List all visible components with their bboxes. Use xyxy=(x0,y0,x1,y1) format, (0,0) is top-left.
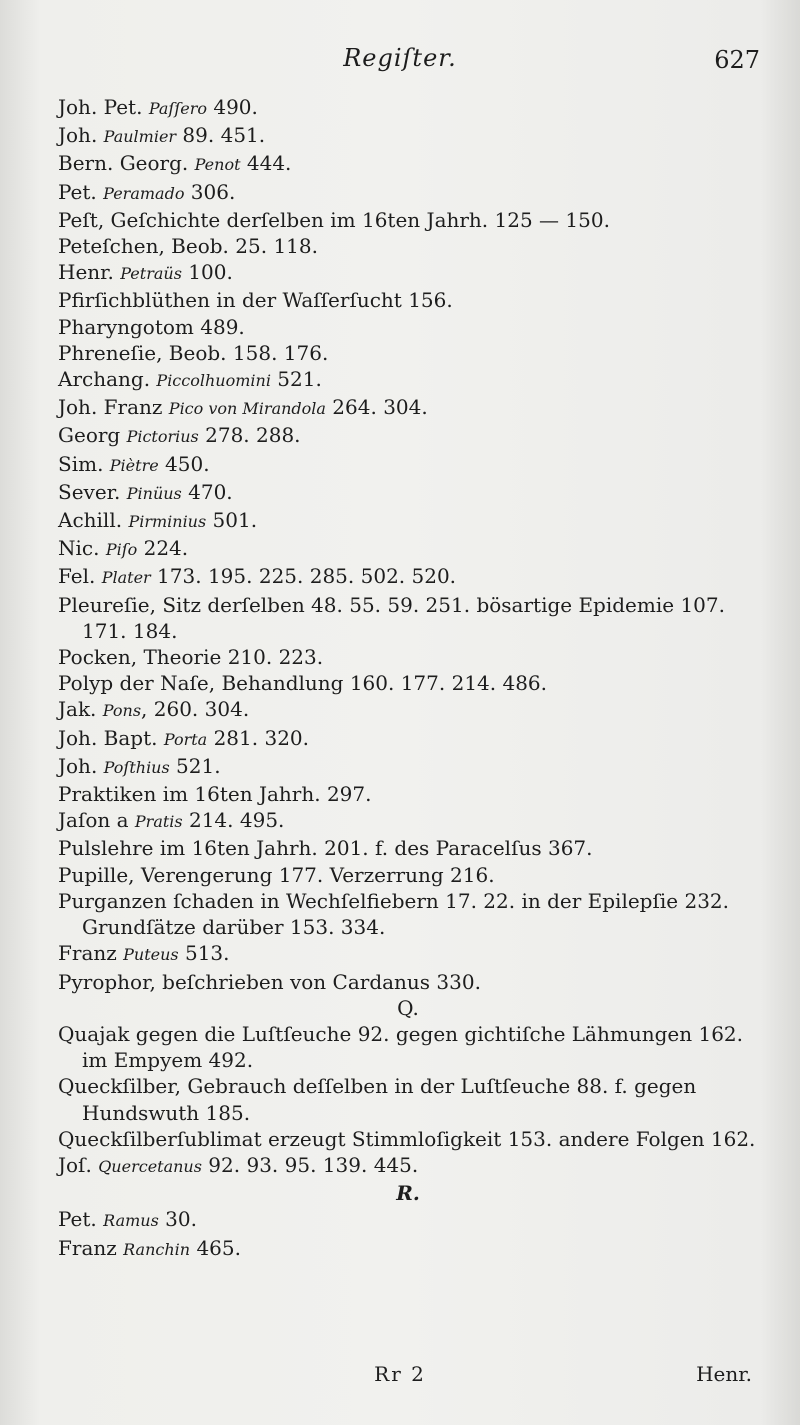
entry-pages: 264. 304. xyxy=(325,395,428,420)
entry-name-italic: Pirminius xyxy=(128,512,207,532)
index-entry xyxy=(58,835,758,861)
entry-text: Joſ. xyxy=(58,1152,99,1177)
entry-text: Jak. xyxy=(58,697,103,722)
entry-text: Joh. xyxy=(58,123,104,148)
catchword: Henr. xyxy=(696,1362,752,1386)
entry-pages: 490. xyxy=(207,95,258,119)
entry-pages: 281. 320. xyxy=(207,725,309,750)
entry-pages: , 260. 304. xyxy=(141,697,250,722)
entry-pages: 173. 195. 225. 285. 502. 520. xyxy=(150,564,457,589)
index-entry xyxy=(58,969,758,995)
index-entry xyxy=(58,259,758,287)
index-entry xyxy=(58,1126,758,1152)
entry-text: Pupille, Verengerung 177. Verzerrung 216. xyxy=(58,862,495,887)
entry-pages: 306. xyxy=(184,179,236,204)
index-entry xyxy=(58,753,758,781)
entry-text: Queckſilberſublimat erzeugt Stimmloſigkeit 153. andere Folgen 162. xyxy=(58,1126,756,1151)
entry-text: Phreneſie, Beob. 158. 176. xyxy=(58,340,329,365)
entry-name-italic: Plater xyxy=(101,568,151,588)
entry-text: Pleureſie, Sitz derſelben 48. 55. 59. 251. bösartige Epidemie 107. 171. 184. xyxy=(58,592,725,643)
index-entry xyxy=(58,233,758,259)
entry-pages: 470. xyxy=(181,479,233,504)
index-entry xyxy=(58,507,758,535)
entry-text: Pyrophor, beſchrieben von Cardanus 330. xyxy=(58,969,481,994)
entry-name-italic: Quercetanus xyxy=(98,1156,202,1176)
index-entry xyxy=(58,451,758,479)
entry-text: Joh. Franz xyxy=(58,395,169,420)
page-number: 627 xyxy=(714,46,760,74)
index-entry xyxy=(58,535,758,563)
entry-text: Fel. xyxy=(58,564,102,589)
index-entry xyxy=(58,807,758,835)
entry-text: Joh. Bapt. xyxy=(58,725,164,750)
index-entry xyxy=(58,888,758,940)
index-entry xyxy=(58,366,758,394)
index-entry xyxy=(58,122,758,150)
entry-name-italic: Pratis xyxy=(134,812,183,832)
entry-text: Sim. xyxy=(58,451,110,476)
entry-pages: 92. 93. 95. 139. 445. xyxy=(201,1152,419,1177)
index-entry xyxy=(58,150,758,178)
entry-text: Jaſon a xyxy=(58,808,135,833)
signature-mark: Rr 2 xyxy=(374,1362,426,1386)
index-entry xyxy=(58,287,758,313)
entry-pages: 521. xyxy=(270,367,322,392)
entry-pages: 521. xyxy=(169,753,221,778)
entry-pages: 224. xyxy=(137,536,189,561)
entry-name-italic: Ranchin xyxy=(123,1239,191,1259)
index-entry xyxy=(58,781,758,807)
entry-name-italic: Pictorius xyxy=(126,427,199,447)
entry-text: Peteſchen, Beob. 25. 118. xyxy=(58,234,318,259)
entry-name-italic: Petraüs xyxy=(120,264,182,284)
entry-name-italic: Ramus xyxy=(103,1211,159,1231)
index-entry xyxy=(58,725,758,753)
entry-name-italic: Paulmier xyxy=(103,127,177,147)
entry-name-italic: Poſthius xyxy=(103,757,170,777)
index-entry xyxy=(58,207,758,233)
entry-text: Joh. xyxy=(58,753,104,778)
index-entry xyxy=(58,862,758,888)
index-entry xyxy=(58,94,758,122)
entry-name-italic: Porta xyxy=(163,729,208,749)
entry-text: Sever. xyxy=(58,479,127,504)
entry-name-italic: Penot xyxy=(194,155,241,175)
index-entry xyxy=(58,1021,758,1073)
entry-name-italic: Pico von Mirandola xyxy=(168,399,326,419)
entry-pages: 465. xyxy=(190,1235,241,1260)
entry-text: Franz xyxy=(58,941,124,966)
entry-pages: 450. xyxy=(158,451,210,476)
index-entry xyxy=(58,696,758,724)
index-entry xyxy=(58,592,758,644)
entry-pages: 100. xyxy=(181,260,233,285)
entry-text: Queckſilber, Gebrauch deſſelben in der Luſtſeuche 88. f. gegen Hundswuth 185. xyxy=(58,1074,697,1125)
index-entry xyxy=(58,940,758,968)
section-letter: R. xyxy=(396,1181,420,1206)
entry-text: Archang. xyxy=(58,367,157,392)
index-entry xyxy=(58,340,758,366)
index-entry xyxy=(58,314,758,340)
entry-text: Praktiken im 16ten Jahrh. 297. xyxy=(58,782,372,807)
entry-pages: 89. 451. xyxy=(176,123,266,148)
index-entry xyxy=(58,644,758,670)
index-entry xyxy=(58,179,758,207)
entry-pages: 513. xyxy=(178,941,230,966)
entry-text: Pet. xyxy=(58,1207,104,1232)
entry-name-italic: Piſo xyxy=(105,540,138,560)
entry-text: Purganzen ſchaden in Wechſelfiebern 17. 22. in der Epilepſie 232. Grundſätze darüber 153. 334. xyxy=(58,888,730,940)
entry-name-italic: Puteus xyxy=(123,945,179,965)
index-entry xyxy=(58,563,758,591)
index-entry xyxy=(58,1152,758,1180)
entry-pages: 30. xyxy=(158,1207,197,1232)
entry-text: Achill. xyxy=(58,508,129,533)
index-entry xyxy=(58,479,758,507)
entry-name-italic: Pinüus xyxy=(126,483,182,503)
entry-text: Pulslehre im 16ten Jahrh. 201. f. des Paracelſus 367. xyxy=(58,836,593,861)
entry-text: Quajak gegen die Luſtſeuche 92. gegen gichtiſche Lähmungen 162. im Empyem 492. xyxy=(58,1021,743,1073)
entry-text: Henr. xyxy=(58,260,121,285)
section-letter: Q. xyxy=(397,995,419,1020)
running-header: Regiſter. xyxy=(343,44,457,72)
entry-name-italic: Piccolhuomini xyxy=(156,371,271,391)
entry-text: Peſt, Geſchichte derſelben im 16ten Jahrh. 125 — 150. xyxy=(58,207,610,232)
entry-text: Nic. xyxy=(58,536,106,561)
register-entries xyxy=(58,94,758,1263)
entry-text: Polyp der Naſe, Behandlung 160. 177. 214. 486. xyxy=(58,671,548,696)
entry-text: Bern. Georg. xyxy=(58,151,195,176)
entry-text: Pet. xyxy=(58,179,104,204)
entry-pages: 278. 288. xyxy=(198,423,301,448)
entry-text: Joh. Pet. xyxy=(58,95,149,119)
entry-text: Pfirſichblüthen in der Waſſerſucht 156. xyxy=(58,288,453,313)
index-entry xyxy=(58,1235,758,1263)
entry-pages: 444. xyxy=(240,151,292,176)
entry-name-italic: Paſſero xyxy=(148,99,207,118)
index-entry xyxy=(58,422,758,450)
entry-name-italic: Piètre xyxy=(109,455,159,475)
entry-pages: 501. xyxy=(206,508,258,533)
entry-name-italic: Peramado xyxy=(103,183,185,203)
index-entry xyxy=(58,1073,758,1125)
entry-text: Pocken, Theorie 210. 223. xyxy=(58,645,324,670)
index-entry xyxy=(58,670,758,696)
entry-text: Pharyngotom 489. xyxy=(58,314,245,339)
entry-name-italic: Pons xyxy=(102,701,142,721)
entry-text: Franz xyxy=(58,1235,124,1260)
entry-pages: 214. 495. xyxy=(182,808,285,833)
entry-text: Georg xyxy=(58,423,127,448)
index-entry xyxy=(58,1206,758,1234)
index-entry xyxy=(58,394,758,422)
